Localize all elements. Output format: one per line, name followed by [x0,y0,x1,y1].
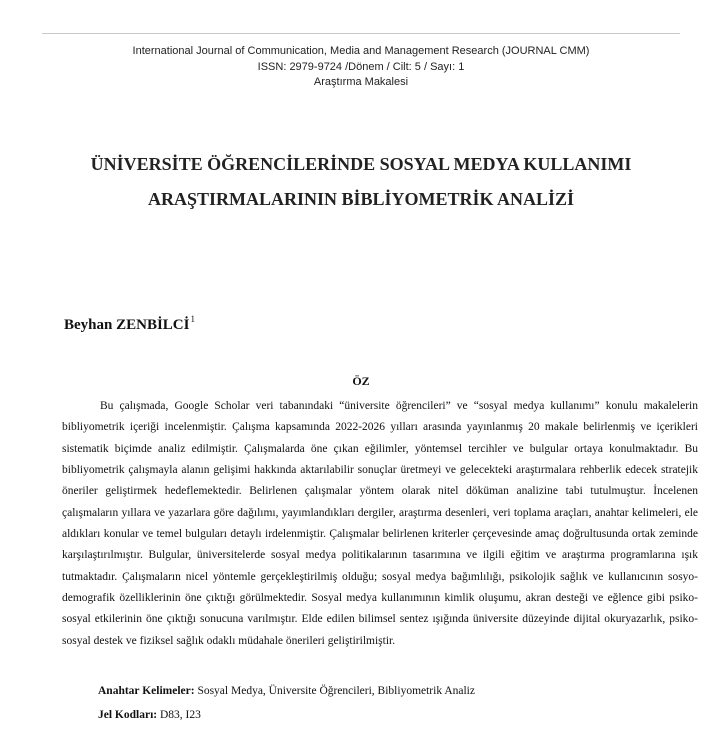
journal-header [0,44,722,91]
abstract-heading: ÖZ [352,374,370,388]
keywords-label: Anahtar Kelimeler: [98,685,195,697]
author [64,314,195,334]
header-divider [42,33,680,34]
paper-title-line-1: ÜNİVERSİTE ÖĞRENCİLERİNDE SOSYAL MEDYA KULLANIMI [90,154,632,174]
article-type: Araştırma Makalesi [313,76,409,88]
jel-codes-line [98,709,201,721]
author-footnote-mark[interactable]: 1 [190,314,195,324]
paper-title [40,147,682,217]
issn-volume-line: ISSN: 2979-9724 /Dönem / Cilt: 5 / Sayı: 1 [257,60,465,73]
jel-codes-value: D83, I23 [159,709,201,721]
paper-title-line-2: ARAŞTIRMALARININ BİBLİYOMETRİK ANALİZİ [147,189,575,209]
jel-codes-label: Jel Kodları: [98,709,158,721]
author-name: Beyhan ZENBİLCİ [64,317,190,333]
journal-name: International Journal of Communication, Media and Management Research (JOURNAL CMM) [132,45,590,57]
abstract-paragraph: Bu çalışmada, Google Scholar veri tabanındaki “üniversite öğrencileri” ve “sosyal medya kullanımı” konulu makalelerin bibliyometrik içeriği incelenmiştir. Çalışma kapsamında 2022-2026 yılları arasında yayınlanmış 20 makale belirlenmiş ve içerikleri sistematik biçimde analiz edilmiştir. Çalışmalarda öne çıkan eğilimler, yöntemsel tercihler ve bulgular ortaya konulmaktadır. Bu bibliyometrik çalışmayla alanın gelişimi hakkında aktarılabilir sonuçlar üretmeyi ve gelecekteki araştırmalara rehberlik edecek stratejik öneriler geliştirmek hedeflemektedir. Belirlenen çalışmalar yöntem olarak nitel döküman analizine tabi tutulmuştur. İncelenen çalışmaların yıllara ve yazarlara göre dağılımı, yayımlandıkları dergiler, araştırma desenleri, veri toplama araçları, anahtar kelimeleri, ele aldıkları konular ve temel bulguları detaylı irdelenmiştir. Çalışmalar belirlenen kriterler çerçevesinde amaç doğrultusunda ortak zeminde karşılaştırılmıştır. Bulgular, üniversitelerde sosyal medya politikalarının tasarımına ve ilgili eğitim ve araştırma programlarına ışık tutmaktadır. Çalışmaların nicel yöntemle gerçekleştirilmiş olduğu; sosyal medya bağımlılığı, psikolojik sağlık ve kullanıcının sosyo-demografik özelliklerinin öne çıktığı görülmektedir. Sosyal medya kullanımının kimlik oluşumu, akran desteği ve eğlence gibi psiko-sosyal etkilerinin öne çıktığı sonucuna varılmıştır. Elde edilen bilimsel sentez ışığında üniversite düzeyinde dijital okuryazarlık, psiko-sosyal destek ve fiziksel sağlık odaklı müdahale önerileri geliştirilmiştir. [62,400,698,647]
keywords-value: Sosyal Medya, Üniversite Öğrencileri, Bibliyometrik Analiz [197,685,475,697]
abstract-body [62,396,698,652]
keywords-line [98,685,475,697]
